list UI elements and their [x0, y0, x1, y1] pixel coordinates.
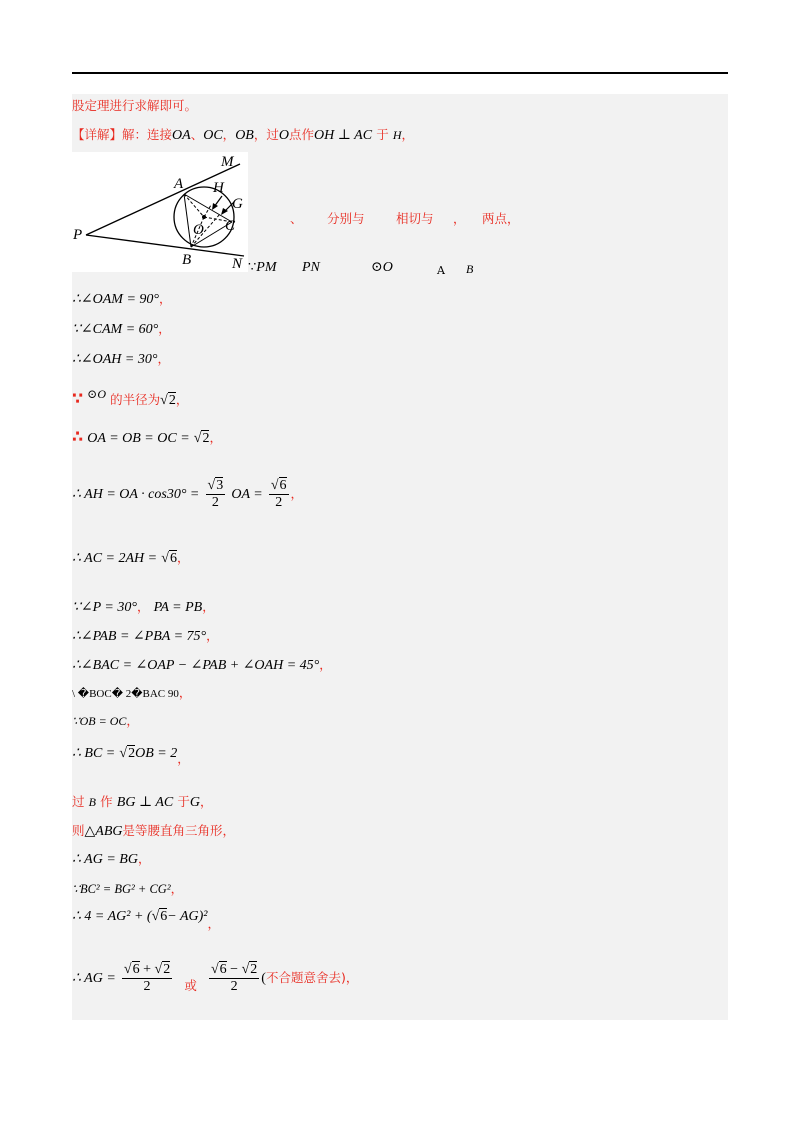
step-pythag: [72, 880, 183, 899]
step-ac: ∴ AC = 2AH = √6，: [72, 550, 190, 566]
comma: ，: [159, 291, 172, 306]
text-or: 或: [184, 978, 197, 993]
step-pab: [72, 627, 219, 646]
therefore-symbol: ∴: [72, 427, 84, 446]
detail-jie: 解：连接: [122, 127, 173, 142]
text-yu: 于: [177, 794, 190, 809]
eq-root: 6: [160, 909, 168, 924]
perp-oh-ac: OH ⊥ AC: [314, 128, 373, 143]
step-ah: [72, 478, 303, 511]
eq-four-left: ∴ 4 = AG² + (: [72, 909, 152, 924]
eq-bc-right: OB = 2: [135, 746, 178, 761]
label-a: A: [174, 176, 184, 192]
frac-sqrt6-2: $\frac{√6}{2}$: [270, 478, 287, 510]
label-b: B: [182, 252, 192, 268]
comma: ，: [319, 657, 332, 672]
comma: ，: [290, 486, 304, 501]
eq-ac-left: ∴ AC = 2AH =: [72, 551, 158, 566]
eq-oah: ∴∠OAH = 30°: [72, 352, 158, 367]
comma: ，: [137, 851, 151, 866]
eq-ah-left: ∴ AH = OA · cos30° =: [72, 487, 200, 502]
label-c: C: [225, 218, 236, 234]
tangent-circle-o: ⊙O: [371, 260, 393, 275]
radius-value: 2: [202, 431, 210, 446]
eq-boc: \ �BOC� 2�BAC 90: [72, 688, 179, 700]
step-radii-equal: ∴ OA = OB = OC = √2，: [72, 427, 222, 446]
label-m: M: [221, 154, 234, 170]
tangent-qieyu: 相切与: [396, 211, 434, 226]
intro-text: 股定理进行求解即可。: [72, 98, 198, 113]
detail-line: [72, 126, 414, 145]
step-ob-oc: [72, 712, 139, 731]
chord-ab: [184, 194, 191, 247]
label-o: O: [193, 222, 204, 238]
eq-pa-pb: PA = PB: [153, 600, 203, 615]
eq-pythag: ∵BC² = BG² + CG²: [72, 882, 171, 896]
because-symbol: ∵: [72, 389, 84, 408]
den: 2: [211, 495, 219, 510]
step-bac: [72, 656, 332, 675]
sep: 、: [190, 127, 204, 142]
eq-p: ∵∠P = 30°: [72, 600, 137, 615]
tangent-point-a: A: [437, 264, 445, 277]
tangent-comma: ，: [453, 211, 466, 226]
den: 2: [143, 979, 151, 994]
comma: ，: [157, 351, 170, 366]
paren-close: )，: [340, 970, 359, 985]
label-g: G: [232, 196, 243, 212]
step-p: [72, 598, 215, 617]
num: 3: [216, 478, 224, 493]
eq-four-right: − AG)²: [167, 909, 208, 924]
comma: ，: [175, 392, 189, 407]
point-o: O: [278, 128, 289, 143]
seg-ob: OB: [235, 128, 254, 143]
perp-bg-ac: BG ⊥ AC: [116, 795, 174, 810]
tangent-pn: [86, 235, 244, 256]
tangent-fenbieyu: 分别与: [327, 211, 365, 226]
text-yu: 于: [376, 127, 389, 142]
step-isosceles: [72, 822, 235, 841]
comma: ，: [200, 794, 213, 809]
eq-ob-oc: ∵OB = OC: [72, 714, 127, 728]
tangent-pm: [248, 259, 277, 277]
seg-oa: OA: [172, 128, 191, 143]
tangent-dun: 、: [290, 211, 303, 226]
den: 2: [275, 495, 283, 510]
bc-root: 2: [128, 746, 136, 761]
frac-diff: $\frac{√6 - √2}{2}$: [210, 962, 258, 994]
comma: ，: [176, 550, 190, 565]
step-radius: ∵ ⊙O 的半径为√2，: [72, 387, 189, 408]
step-ag-solution: [72, 962, 358, 995]
num: 6: [132, 962, 140, 977]
eq-radii: OA = OB = OC =: [87, 431, 190, 446]
tangent-point-b: B: [466, 262, 474, 276]
ac-value: 6: [169, 551, 177, 566]
comma: ，: [207, 916, 220, 931]
tangent-pm: [86, 164, 240, 235]
tangent-pn: PN: [302, 260, 320, 275]
comma: ，: [209, 430, 222, 445]
label-n: N: [232, 256, 243, 272]
header-rule: [72, 72, 728, 74]
num: 2: [250, 962, 258, 977]
comma: ，: [126, 713, 139, 728]
label-p: P: [73, 227, 83, 243]
paren-open: (: [261, 971, 266, 986]
sep: ，: [222, 127, 236, 142]
detail-bracket: 【详解】: [72, 127, 123, 142]
frac-sum: $\frac{√6 + √2}{2}$: [123, 962, 171, 994]
circle-o: ⊙O: [87, 387, 107, 401]
arrow-h-head: [212, 203, 218, 210]
seg-pm: PM: [256, 260, 277, 275]
radius-value: 2: [168, 393, 176, 408]
seg-oc: OC: [203, 128, 223, 143]
geometry-figure: [72, 152, 248, 272]
text-zuo: 作: [100, 794, 113, 809]
isosceles-text: 是等腰直角三角形，: [122, 823, 236, 838]
radius-text: 的半径为: [110, 392, 161, 407]
eq-pab: ∴∠PAB = ∠PBA = 75°: [72, 629, 207, 644]
eq-cam: ∵∠CAM = 60°: [72, 322, 159, 337]
eq-ag-bg: ∴ AG = BG: [72, 852, 138, 867]
step-ag-bg: [72, 850, 150, 869]
label-h: H: [213, 180, 224, 196]
eq-ag-left: ∴ AG =: [72, 971, 116, 986]
eq-oam: ∴∠OAM = 90°: [72, 292, 160, 307]
text-ze: 则: [72, 823, 85, 838]
frac-sqrt3-2: $\frac{√3}{2}$: [207, 478, 224, 510]
center-dot: [202, 215, 206, 219]
point-h: H: [392, 128, 402, 142]
comma: ，: [202, 599, 215, 614]
den: 2: [230, 979, 238, 994]
step-bc: ∴ BC = √2OB = 2，: [72, 746, 190, 766]
eq-bac: ∴∠BAC = ∠OAP − ∠PAB + ∠OAH = 45°: [72, 658, 320, 673]
step-bg: [72, 793, 213, 812]
text-end: ，: [401, 127, 415, 142]
eq-bc-left: ∴ BC =: [72, 746, 116, 761]
step-oah: [72, 350, 170, 369]
step-boc-garbled: [72, 684, 191, 703]
figure-svg: [72, 152, 248, 272]
step-cam: [72, 320, 171, 339]
num: 6: [219, 962, 227, 977]
comma: ，: [158, 321, 171, 336]
point-b: B: [88, 795, 96, 809]
comma: ，: [136, 599, 150, 614]
comma: ，: [178, 685, 192, 700]
text-guo: 过: [72, 794, 85, 809]
text-guo: ，过: [253, 127, 279, 142]
text-dianzuo: 点作: [289, 127, 315, 142]
comma: ，: [206, 628, 219, 643]
comma: ，: [170, 881, 184, 896]
tangent-liangdian: 两点，: [482, 211, 520, 226]
step-equation: ∴ 4 = AG² + (√6− AG)²，: [72, 909, 220, 931]
point-g: G: [189, 795, 201, 810]
step-oam: [72, 290, 172, 309]
comma: ，: [177, 751, 190, 766]
num: 2: [163, 962, 171, 977]
eq-ah-mid: OA =: [231, 487, 263, 502]
because-symbol: ∵: [248, 260, 257, 275]
num: 6: [279, 478, 287, 493]
reject-text: 不合题意舍去: [265, 970, 341, 985]
triangle-abg: △ABG: [84, 824, 123, 839]
